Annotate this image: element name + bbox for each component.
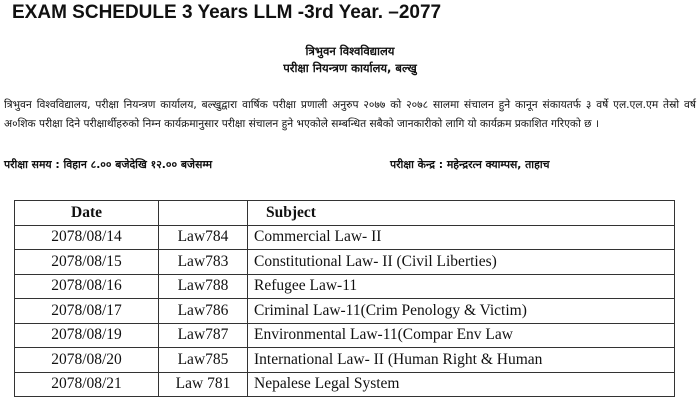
row-subject: Commercial Law- II — [248, 225, 675, 250]
table-row — [15, 225, 675, 250]
page-title: EXAM SCHEDULE 3 Years LLM -3rd Year. –2077 — [12, 2, 442, 23]
row-date: 2078/08/21 — [15, 372, 159, 397]
exam-center: परीक्षा केन्द्र : महेन्द्ररत्न क्याम्पस, ताहाच — [390, 158, 550, 171]
table-row — [15, 299, 675, 324]
header-date: Date — [15, 201, 159, 226]
row-date: 2078/08/20 — [15, 348, 159, 373]
table-header-row — [15, 201, 675, 226]
table-row — [15, 348, 675, 373]
notice-paragraph: त्रिभुवन विश्वविद्यालय, परीक्षा नियन्त्रण कार्यालय, बल्खुद्वारा वार्षिक परीक्षा प्रणाली अनुरुप २०७७ को २०७८ सालमा संचालन हुने कानून संकायतर्फ ३ वर्षे एल.एल.एम तेस्रो वर्ष अ०शिक परीक्षा दिने परीक्षार्थीहरुको निम्न कार्यक्रमानुसार परीक्षा संचालन हुने भएकोले सम्बन्धित सबैको जानकारीको लागि यो कार्यक्रम प्रकाशित गरिएको छ । — [4, 99, 696, 130]
row-code: Law787 — [159, 323, 248, 348]
row-code: Law786 — [159, 299, 248, 324]
row-date: 2078/08/17 — [15, 299, 159, 324]
header-subject: Subject — [248, 201, 675, 226]
table-row — [15, 323, 675, 348]
schedule-table — [14, 200, 675, 397]
row-subject: Refugee Law-11 — [248, 274, 675, 299]
row-subject: International Law- II (Human Right & Human — [248, 348, 675, 373]
row-subject: Nepalese Legal System — [248, 372, 675, 397]
row-date: 2078/08/15 — [15, 250, 159, 275]
row-subject: Environmental Law-11(Compar Env Law — [248, 323, 675, 348]
table-row — [15, 250, 675, 275]
row-code: Law 781 — [159, 372, 248, 397]
row-subject: Criminal Law-11(Crim Penology & Victim) — [248, 299, 675, 324]
row-date: 2078/08/14 — [15, 225, 159, 250]
table-row — [15, 372, 675, 397]
row-code: Law788 — [159, 274, 248, 299]
exam-time: परीक्षा समय : विहान ८.०० बजेदेखि १२.०० बजेसम्म — [4, 158, 213, 171]
row-code: Law785 — [159, 348, 248, 373]
row-subject: Constitutional Law- II (Civil Liberties) — [248, 250, 675, 275]
row-date: 2078/08/19 — [15, 323, 159, 348]
table-row — [15, 274, 675, 299]
row-code: Law783 — [159, 250, 248, 275]
office-name: परीक्षा नियन्त्रण कार्यालय, बल्खु — [283, 61, 417, 75]
header-code — [159, 201, 248, 226]
row-date: 2078/08/16 — [15, 274, 159, 299]
row-code: Law784 — [159, 225, 248, 250]
university-name: त्रिभुवन विश्वविद्यालय — [305, 44, 395, 58]
